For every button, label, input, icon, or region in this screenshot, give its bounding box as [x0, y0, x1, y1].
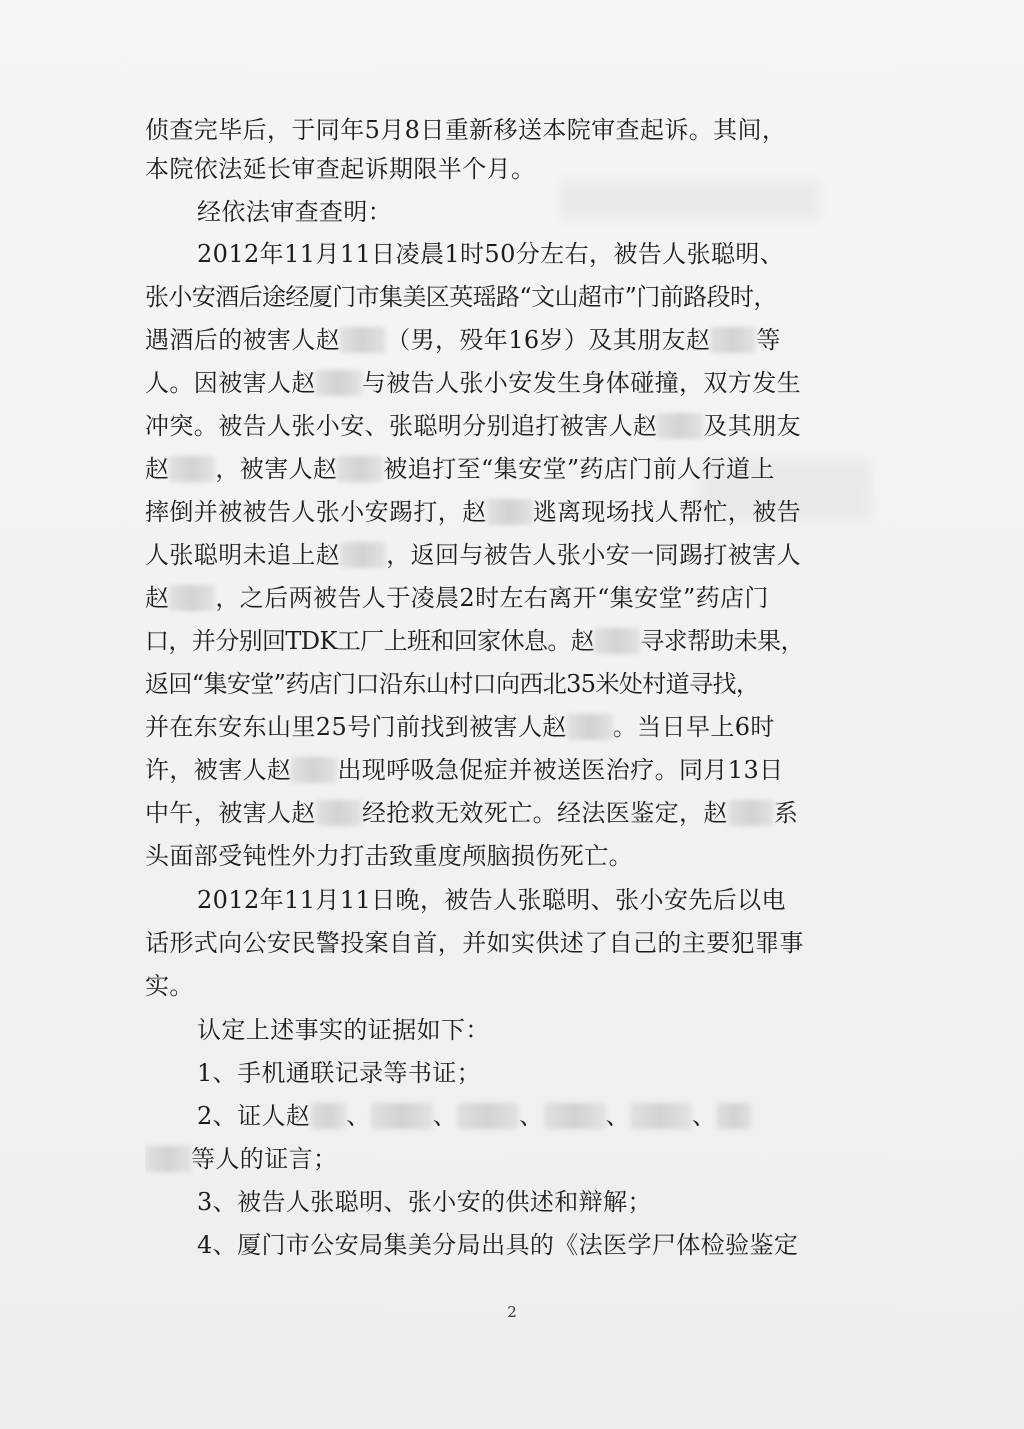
text-line: 4、厦门市公安局集美分局出具的《法医学尸体检验鉴定 — [197, 1231, 799, 1259]
text-line: 经依法审查查明： — [197, 198, 393, 226]
text-line: 本院依法延长审查起诉期限半个月。 — [145, 155, 536, 183]
redacted-name — [340, 542, 386, 568]
redacted-name — [340, 327, 386, 353]
text-line: 头面部受钝性外力打击致重度颅脑损伤死亡。 — [145, 842, 633, 870]
text-line: 赵 ，被害人赵 被追打至“集安堂”药店门前人行道上 — [145, 455, 775, 483]
text-line: 3、被告人张聪明、张小安的供述和辩解； — [197, 1188, 652, 1216]
text-line: 人张聪明未追上赵 ，返回与被告人张小安一同踢打被害人 — [145, 541, 802, 569]
text-line: 实。 — [145, 972, 194, 1000]
text-line: 侦查完毕后，于同年5月8日重新移送本院审查起诉。其间， — [145, 116, 787, 144]
text-line: 返回“集安堂”药店门口沿东山村口向西北35米处村道寻找， — [145, 670, 760, 698]
text-line: 2012年11月11日晚，被告人张聪明、张小安先后以电 — [197, 886, 786, 914]
redacted-name — [310, 1103, 346, 1129]
text-line: 话形式向公安民警投案自首，并如实供述了自己的主要犯罪事 — [145, 929, 804, 957]
redacted-name — [457, 1103, 519, 1129]
text-line: 2012年11月11日凌晨1时50分左右，被告人张聪明、 — [197, 240, 785, 268]
text-line: 冲突。被告人张小安、张聪明分别追打被害人赵 及其朋友 — [145, 412, 802, 440]
redacted-name — [630, 1103, 692, 1129]
text-line: 许，被害人赵 出现呼吸急促症并被送医治疗。同月13日 — [145, 756, 784, 784]
redacted-name — [169, 585, 215, 611]
redacted-name — [710, 327, 756, 353]
text-line: 摔倒并被被告人张小安踢打，赵 逃离现场找人帮忙，被告 — [145, 498, 802, 526]
text-line: 张小安酒后途经厦门市集美区英瑶路“文山超市”门前路段时， — [145, 283, 777, 311]
redacted-name — [716, 1103, 752, 1129]
redacted-name — [337, 456, 383, 482]
redacted-name — [728, 800, 774, 826]
redacted-name — [657, 413, 703, 439]
text-line: 认定上述事实的证据如下： — [197, 1016, 490, 1044]
redacted-name — [291, 757, 337, 783]
text-line: 中午，被害人赵 经抢救无效死亡。经法医鉴定，赵 系 — [145, 799, 799, 827]
redacted-name — [316, 800, 362, 826]
redacted-name — [487, 499, 533, 525]
redacted-name — [544, 1103, 606, 1129]
text-line: 并在东安东山里25号门前找到被害人赵 。当日早上6时 — [145, 713, 775, 741]
page-number: 2 — [507, 1303, 517, 1321]
redacted-name — [316, 370, 362, 396]
text-line: 赵 ，之后两被告人于凌晨2时左右离开“集安堂”药店门 — [145, 584, 769, 612]
redacted-name — [594, 628, 640, 654]
redacted-name — [371, 1103, 433, 1129]
redacted-name — [567, 714, 613, 740]
text-line: 口，并分别回TDK工厂上班和回家休息。赵 寻求帮助未果， — [145, 627, 804, 655]
redacted-name — [145, 1146, 191, 1172]
redacted-name — [169, 456, 215, 482]
text-line: 2、证人赵 、 、 、 、 、 — [197, 1096, 917, 1136]
text-line: 1、手机通联记录等书证； — [197, 1059, 482, 1087]
text-line: 人。因被害人赵 与被告人张小安发生身体碰撞，双方发生 — [145, 369, 802, 397]
text-line: 等人的证言； — [145, 1139, 865, 1179]
text-line: 遇酒后的被害人赵 （男，殁年16岁）及其朋友赵 等 — [145, 326, 781, 354]
